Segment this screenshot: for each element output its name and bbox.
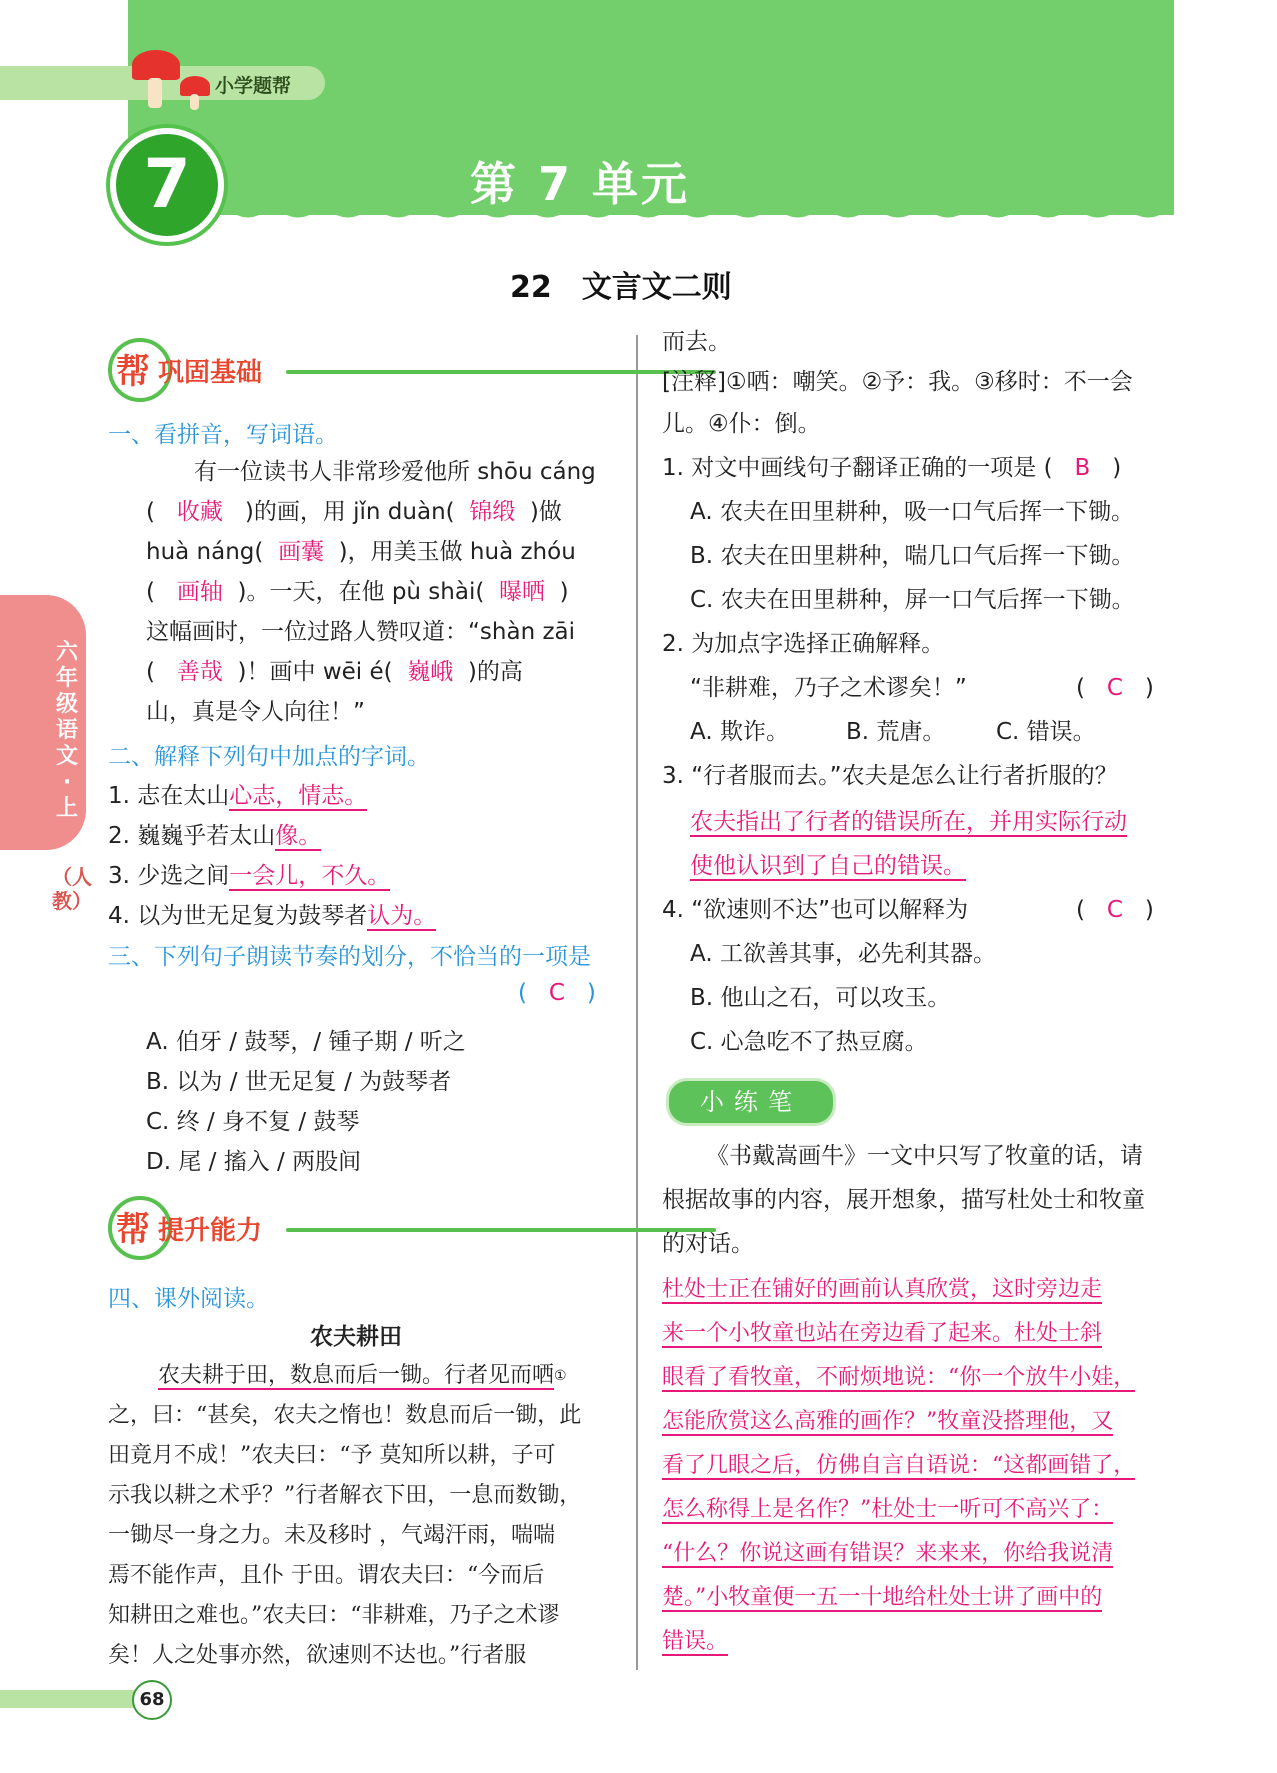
answer-line: 错误。 (662, 1629, 729, 1654)
q1-line6: ( 善哉 )！画中 wēi é( 巍峨 )的高 (146, 659, 523, 685)
r4-option: C. 心急吃不了热豆腐。 (690, 1029, 928, 1055)
section-rule (286, 370, 716, 374)
answer: B (1074, 455, 1091, 481)
mushroom-stem (148, 78, 162, 108)
q2-heading: 二、解释下列句中加点的字词。 (108, 744, 430, 770)
q1-line4: ( 画轴 )。一天，在他 pù shài( 曝晒 ) (146, 579, 569, 605)
answer: 画轴 (176, 579, 223, 605)
r3-answer (690, 846, 966, 886)
passage-title: 农夫耕田 (310, 1324, 402, 1350)
answer: 收藏 (176, 499, 223, 525)
answer: 善哉 (176, 659, 223, 685)
r2-question: 2. 为加点字选择正确解释。 (662, 631, 945, 657)
answer: 认为。 (367, 903, 437, 929)
q2-item (108, 816, 321, 856)
answer: C (1106, 897, 1123, 923)
r4-answer-box: ( C ) (1076, 897, 1154, 923)
unit-number: 7 (143, 145, 191, 224)
column-divider (636, 335, 638, 1670)
text: 1. 对文中画线句子翻译正确的一项是 ( (662, 455, 1053, 481)
page-number: 68 (132, 1680, 172, 1720)
footnote-mark: ① (554, 1368, 567, 1384)
text: huà náng( (146, 539, 264, 565)
answer-line: 来一个小牧童也站在旁边看了起来。杜处士斜 (662, 1321, 1103, 1346)
unit-title: 第 7 单元 (470, 157, 691, 211)
answer-line: 杜处士正在铺好的画前认真欣赏，这时旁边走 (662, 1277, 1103, 1302)
text: )。一天，在他 pù shài( (237, 579, 485, 605)
r2-option: C. 错误。 (996, 719, 1096, 745)
text: )做 (529, 499, 562, 525)
practice-prompt: 的对话。 (662, 1231, 754, 1257)
mushroom-small-stem (190, 94, 199, 110)
q3-heading: 三、下列句子朗读节奏的划分，不恰当的一项是 (108, 944, 591, 970)
answer-line: “什么？你说这画有错误？来来来，你给我说清 (662, 1541, 1114, 1566)
unit-number-badge (110, 128, 224, 242)
lesson-title: 22 文言文二则 (510, 270, 732, 305)
edition-label: （人教） (52, 865, 92, 913)
answer: 心志，情志。 (229, 783, 368, 809)
q1-heading: 一、看拼音，写词语。 (108, 422, 338, 448)
note-line: [注释]①哂：嘲笑。②予：我。③移时：不一会 (662, 369, 1133, 395)
answer-line: 怎么称得上是名作？”杜处士一听可不高兴了： (662, 1497, 1114, 1522)
q4-heading: 四、课外阅读。 (108, 1286, 269, 1312)
passage (108, 1356, 618, 1676)
text: )的高 (467, 659, 523, 685)
practice-label: 小练笔 (700, 1088, 802, 1116)
r3-answer (690, 802, 1127, 842)
section-title: 巩固基础 (158, 358, 263, 388)
answer: C (1106, 675, 1123, 701)
answer: 巍峨 (407, 659, 454, 685)
r1-question: 1. 对文中画线句子翻译正确的一项是 ( B ) (662, 455, 1122, 481)
q3-option: A. 伯牙 / 鼓琴，/ 锺子期 / 听之 (146, 1029, 466, 1055)
section-head-advanced (108, 1196, 718, 1256)
passage-line-1 (108, 1356, 618, 1396)
answer: 农夫指出了行者的错误所在，并用实际行动 (690, 809, 1127, 835)
answer: 曝晒 (498, 579, 545, 605)
section-title: 提升能力 (158, 1216, 263, 1246)
passage-line: 之，曰：“甚矣，农夫之惰也！数息而后一锄，此 (108, 1403, 582, 1428)
q1-line7: 山，真是令人向往！” (146, 699, 365, 725)
brand-name: 小学题帮 (215, 75, 292, 97)
section-head-basics (108, 338, 718, 398)
text: 3. 少选之间 (108, 863, 230, 889)
q2-item (108, 856, 390, 896)
practice-prompt: 《书戴嵩画牛》一文中只写了牧童的话，请 (706, 1143, 1143, 1169)
answer: 像。 (275, 823, 322, 849)
r1-option: C. 农夫在田里耕种，屏一口气后挥一下锄。 (690, 587, 1135, 613)
practice-answer (662, 1268, 1172, 1664)
grade-label: 六年级语文·上 (55, 640, 78, 821)
text: )！画中 wēi é( (237, 659, 393, 685)
q3-option: C. 终 / 身不复 / 鼓琴 (146, 1109, 360, 1135)
badge-char: 帮 (116, 352, 150, 392)
answer: 使他认识到了自己的错误。 (690, 853, 966, 879)
passage-line: 矣！人之处事亦然，欲速则不达也。”行者服 (108, 1643, 527, 1668)
r2-answer-box: ( C ) (1076, 675, 1154, 701)
r4-question: 4. “欲速则不达”也可以解释为 (662, 897, 969, 923)
answer: 画囊 (278, 539, 325, 565)
r2-option: A. 欺诈。 (690, 719, 789, 745)
answer: 一会儿，不久。 (229, 863, 391, 889)
answer-line: 楚。”小牧童便一五一十地给杜处士讲了画中的 (662, 1585, 1103, 1610)
q1-line1: 有一位读书人非常珍爱他所 shōu cáng (194, 459, 596, 485)
answer-line: 看了几眼之后，仿佛自言自语说：“这都画错了， (662, 1453, 1136, 1478)
passage-line: 知耕田之难也。”农夫曰：“非耕难，乃子之术谬 (108, 1603, 560, 1628)
q1-line5: 这幅画时，一位过路人赞叹道：“shàn zāi (146, 619, 576, 645)
answer-line: 眼看了看牧童，不耐烦地说：“你一个放牛小娃， (662, 1365, 1136, 1390)
q3-answer-box: ( C ) (518, 980, 596, 1006)
r3-question: 3. “行者服而去。”农夫是怎么让行者折服的？ (662, 763, 1118, 789)
passage-line: 焉不能作声，且仆 于田。谓农夫曰：“今而后 (108, 1563, 545, 1588)
passage-line: 田竟月不成！”农夫曰：“予 莫知所以耕，子可 (108, 1443, 556, 1468)
passage-line: 一锄尽一身之力。未及移时 ，气竭汗雨，喘喘 (108, 1523, 555, 1548)
r4-option: B. 他山之石，可以攻玉。 (690, 985, 951, 1011)
text: 1. 志在太山 (108, 783, 230, 809)
practice-pill (666, 1078, 836, 1126)
r2-sub: “非耕难，乃子之术谬矣！” (690, 675, 967, 701)
mushroom-small-icon (180, 76, 210, 96)
answer: 锦缎 (469, 499, 516, 525)
text: )，用美玉做 huà zhóu (338, 539, 576, 565)
text: )的画，用 jǐn duàn( (244, 499, 455, 525)
r1-option: B. 农夫在田里耕种，喘几口气后挥一下锄。 (690, 543, 1135, 569)
mushroom-icon (132, 50, 180, 80)
text: 2. 巍巍乎若太山 (108, 823, 276, 849)
r4-option: A. 工欲善其事，必先利其器。 (690, 941, 996, 967)
q2-item (108, 896, 436, 936)
practice-prompt: 根据故事的内容，展开想象，描写杜处士和牧童 (662, 1187, 1145, 1213)
answer: C (548, 980, 565, 1006)
section-rule (286, 1228, 716, 1232)
q1-line2: ( 收藏 )的画，用 jǐn duàn( 锦缎 )做 (146, 499, 562, 525)
q3-option: B. 以为 / 世无足复 / 为鼓琴者 (146, 1069, 452, 1095)
r1-option: A. 农夫在田里耕种，吸一口气后挥一下锄。 (690, 499, 1134, 525)
q1-line3 (146, 532, 576, 572)
passage-continued: 而去。 (662, 329, 731, 355)
note-line: 儿。④仆：倒。 (662, 411, 821, 437)
passage-line: 示我以耕之术乎？”行者解衣下田，一息而数锄， (108, 1483, 582, 1508)
q3-option: D. 尾 / 搐入 / 两股间 (146, 1149, 362, 1175)
answer-line: 怎能欣赏这么高雅的画作？”牧童没搭理他，又 (662, 1409, 1114, 1434)
r2-option: B. 荒唐。 (846, 719, 946, 745)
q2-item (108, 776, 367, 816)
text: 4. 以为世无足复为鼓琴者 (108, 903, 368, 929)
badge-char: 帮 (116, 1210, 150, 1250)
passage-text: 农夫耕于田，数息而后一锄。行者见而哂 (158, 1363, 555, 1388)
